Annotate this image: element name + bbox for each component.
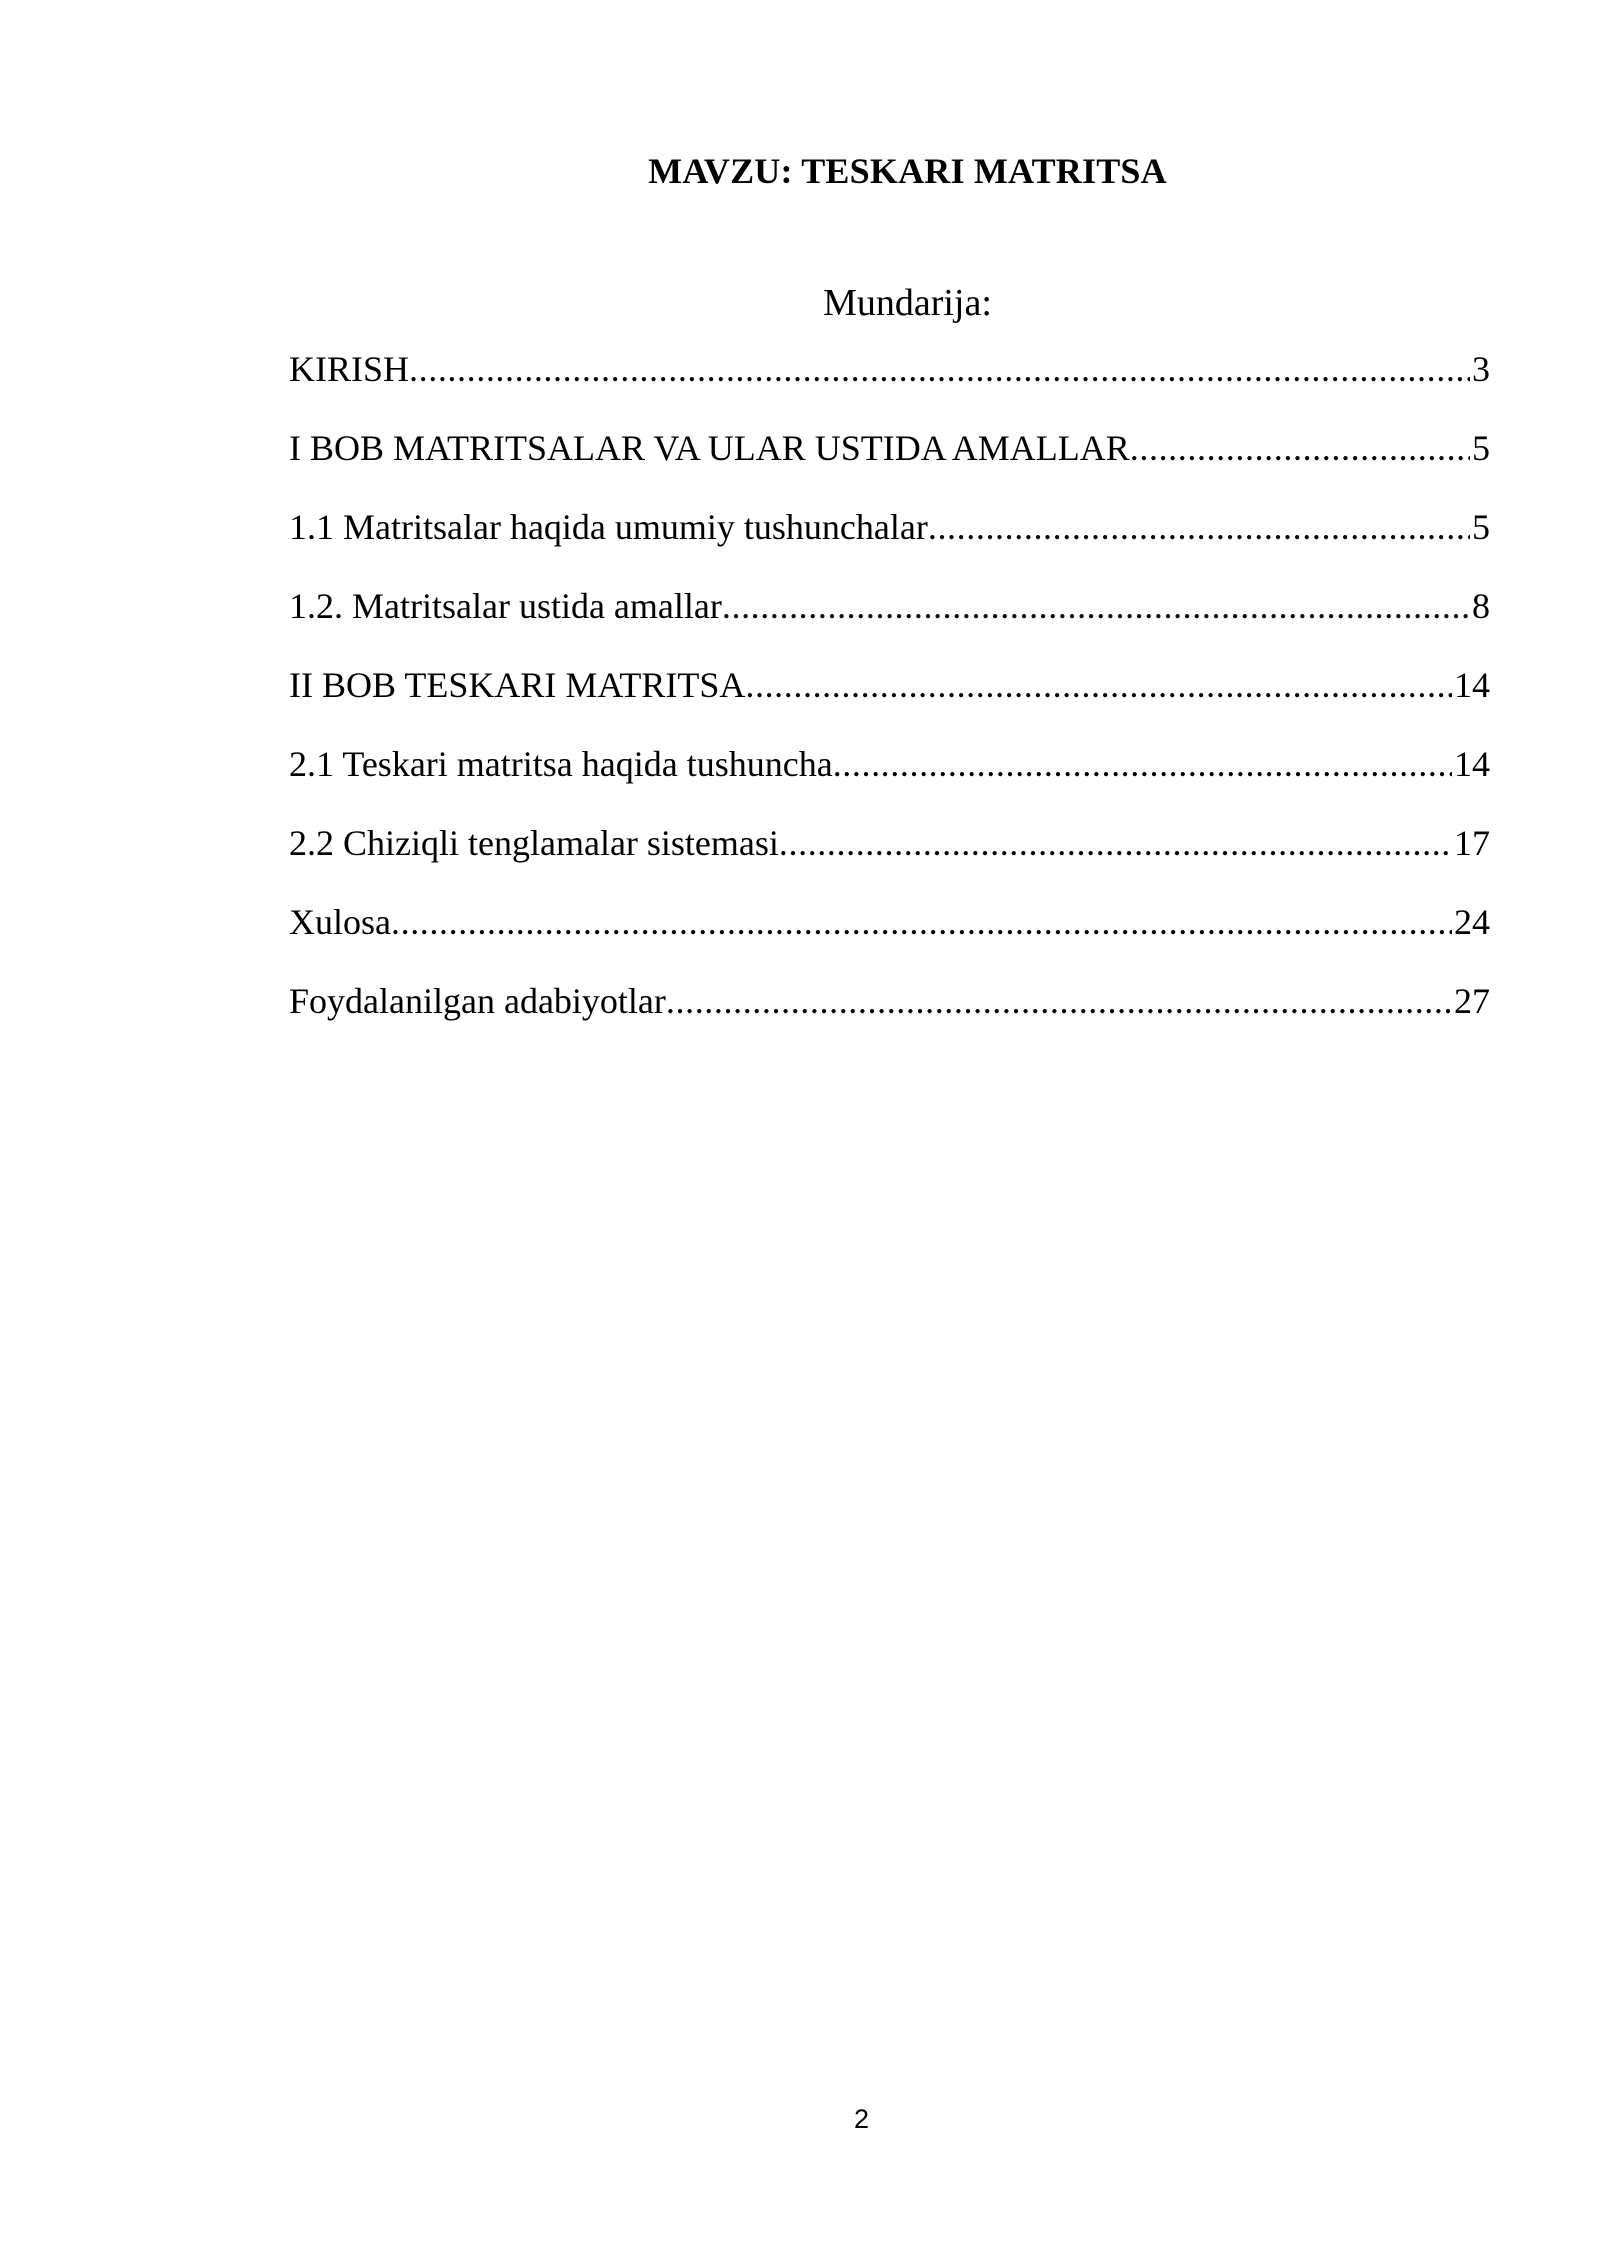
toc-entry[interactable] [289, 815, 1490, 894]
toc-dot-leader [1130, 420, 1470, 476]
toc-dot-leader [666, 973, 1452, 1029]
toc-entry-label: KIRISH [289, 349, 410, 389]
toc-entry-page: 3 [1472, 349, 1490, 389]
table-of-contents [289, 341, 1490, 1052]
toc-entry-page: 5 [1472, 428, 1490, 468]
toc-entry-label: II BOB TESKARI MATRITSA [289, 665, 746, 705]
toc-dot-leader [722, 578, 1470, 634]
toc-dot-leader [779, 815, 1452, 871]
toc-dot-leader [745, 657, 1452, 713]
page-title: MAVZU: TESKARI MATRITSA [648, 151, 1167, 191]
toc-entry-page: 17 [1454, 823, 1490, 863]
toc-entry-page: 24 [1454, 902, 1490, 942]
toc-entry-page: 27 [1454, 981, 1490, 1021]
toc-heading: Mundarija: [823, 282, 992, 324]
toc-entry-label: 2.1 Teskari matritsa haqida tushuncha [289, 744, 833, 784]
toc-entry[interactable] [289, 894, 1490, 973]
toc-dot-leader [833, 736, 1452, 792]
toc-entry-page: 14 [1454, 744, 1490, 784]
toc-dot-leader [409, 341, 1470, 397]
toc-entry[interactable] [289, 499, 1490, 578]
toc-entry-page: 5 [1472, 507, 1490, 547]
page-number: 2 [853, 2104, 870, 2134]
toc-entry-page: 8 [1472, 586, 1490, 626]
toc-entry[interactable] [289, 341, 1490, 420]
toc-entry[interactable] [289, 736, 1490, 815]
toc-entry-label: I BOB MATRITSALAR VA ULAR USTIDA AMALLAR [289, 428, 1130, 468]
toc-entry[interactable] [289, 420, 1490, 499]
toc-entry[interactable] [289, 578, 1490, 657]
toc-entry[interactable] [289, 657, 1490, 736]
toc-dot-leader [391, 894, 1452, 950]
toc-entry-label: Foydalanilgan adabiyotlar [289, 981, 666, 1021]
toc-entry-label: 2.2 Chiziqli tenglamalar sistemasi [289, 823, 779, 863]
toc-entry-label: Xulosa [289, 902, 391, 942]
toc-entry-page: 14 [1454, 665, 1490, 705]
toc-entry-label: 1.1 Matritsalar haqida umumiy tushunchalar [289, 507, 928, 547]
toc-dot-leader [928, 499, 1470, 555]
toc-entry-label: 1.2. Matritsalar ustida amallar [289, 586, 722, 626]
toc-entry[interactable] [289, 973, 1490, 1052]
